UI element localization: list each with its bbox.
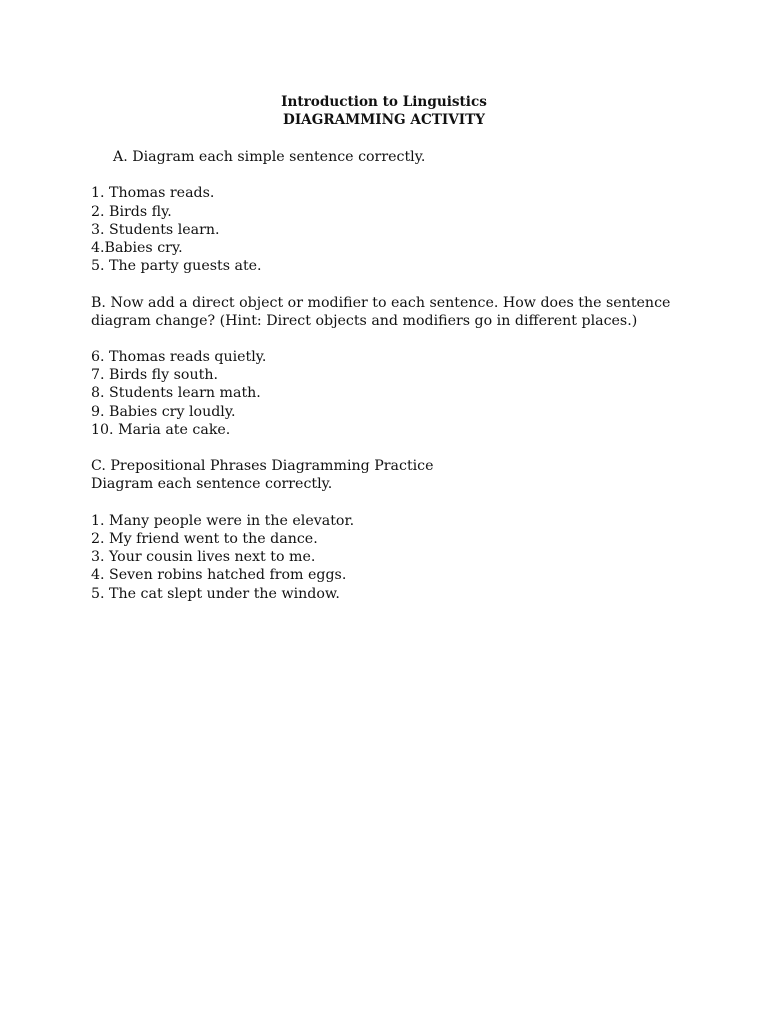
document-header bbox=[0, 93, 768, 129]
spacer bbox=[91, 439, 691, 457]
list-item: 2. My friend went to the dance. bbox=[91, 530, 318, 547]
section-c-instruction: Diagram each sentence correctly. bbox=[91, 476, 333, 493]
spacer bbox=[91, 166, 691, 184]
section-a-instruction: A. Diagram each simple sentence correctly. bbox=[113, 149, 426, 165]
list-item: 4.Babies cry. bbox=[91, 239, 183, 256]
document-subtitle: DIAGRAMMING ACTIVITY bbox=[283, 112, 485, 128]
list-item: 10. Maria ate cake. bbox=[91, 421, 231, 438]
list-item: 1. Many people were in the elevator. bbox=[91, 512, 355, 529]
spacer bbox=[91, 275, 691, 293]
document-title: Introduction to Linguistics bbox=[281, 94, 487, 110]
list-item: 7. Birds fly south. bbox=[91, 367, 218, 384]
section-b-instruction-line-2: diagram change? (Hint: Direct objects and modifiers go in different places.) bbox=[91, 312, 638, 329]
document-body bbox=[91, 148, 691, 603]
list-item: 6. Thomas reads quietly. bbox=[91, 349, 267, 366]
list-item: 1. Thomas reads. bbox=[91, 185, 215, 202]
list-item: 3. Students learn. bbox=[91, 221, 220, 238]
list-item: 5. The party guests ate. bbox=[91, 258, 262, 275]
list-item: 9. Babies cry loudly. bbox=[91, 403, 236, 420]
list-item: 4. Seven robins hatched from eggs. bbox=[91, 567, 347, 584]
section-c-list bbox=[91, 512, 691, 603]
list-item: 5. The cat slept under the window. bbox=[91, 585, 340, 602]
list-item: 2. Birds fly. bbox=[91, 203, 172, 220]
spacer bbox=[91, 330, 691, 348]
spacer bbox=[91, 494, 691, 512]
section-a-list bbox=[91, 184, 691, 275]
section-c-heading: C. Prepositional Phrases Diagramming Practice bbox=[91, 458, 434, 475]
list-item: 8. Students learn math. bbox=[91, 385, 261, 402]
section-b-list bbox=[91, 348, 691, 439]
list-item: 3. Your cousin lives next to me. bbox=[91, 549, 316, 566]
section-b-instruction-line-1: B. Now add a direct object or modifier to each sentence. How does the sentence bbox=[91, 294, 671, 311]
